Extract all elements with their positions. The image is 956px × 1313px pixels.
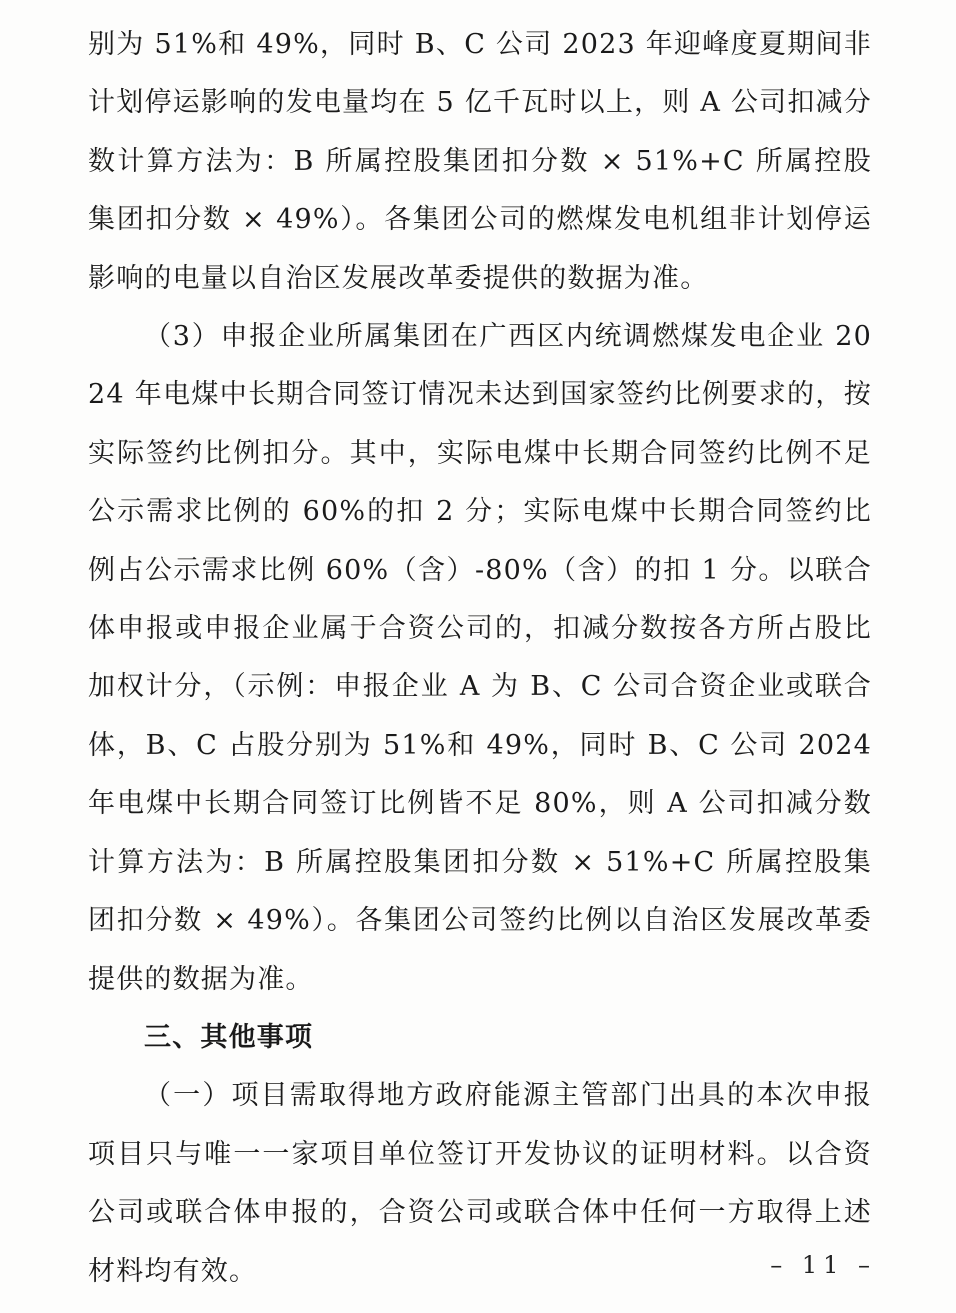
section-heading: 三、其他事项 bbox=[144, 1021, 314, 1053]
paragraph-item-3: （3）申报企业所属集团在广西区内统调燃煤发电企业 2024 年电煤中长期合同签订情况未达到国家签约比例要求的，按实际签约比例扣分。其中，实际电煤中长期合同签约比例不足公示需求比例的 60%的扣 2 分；实际电煤中长期合同签约比例占公示需求比例 60%（含）-80%（含）的扣 1 分。以联合体申报或申报企业属于合资公司的，扣减分数按各方所占股比加权计分，（示例：申报企业 A 为 B、C 公司合资企业或联合体，B、C 占股分别为 51%和 49%，同时 B、C 公司 2024 年电煤中长期合同签订比例皆不足 80%，则 A 公司扣减分数计算方法为：B 所属控股集团扣分数 × 51%+C 所属控股集团扣分数 × 49%）。各集团公司签约比例以自治区发展改革委提供的数据为准。 bbox=[88, 321, 872, 995]
page-number: – 11 – bbox=[770, 1251, 876, 1279]
paragraph-item-1: （一）项目需取得地方政府能源主管部门出具的本次申报项目只与唯一一家项目单位签订开发协议的证明材料。以合资公司或联合体申报的，合资公司或联合体中任何一方取得上述材料均有效。 bbox=[88, 1080, 872, 1287]
document-body bbox=[88, 16, 872, 1301]
paragraph-continuation: 别为 51%和 49%，同时 B、C 公司 2023 年迎峰度夏期间非计划停运影响的发电量均在 5 亿千瓦时以上，则 A 公司扣减分数计算方法为：B 所属控股集团扣分数 × 51%+C 所属控股集团扣分数 × 49%）。各集团公司的燃煤发电机组非计划停运影响的电量以自治区发展改革委提供的数据为准。 bbox=[88, 29, 872, 294]
